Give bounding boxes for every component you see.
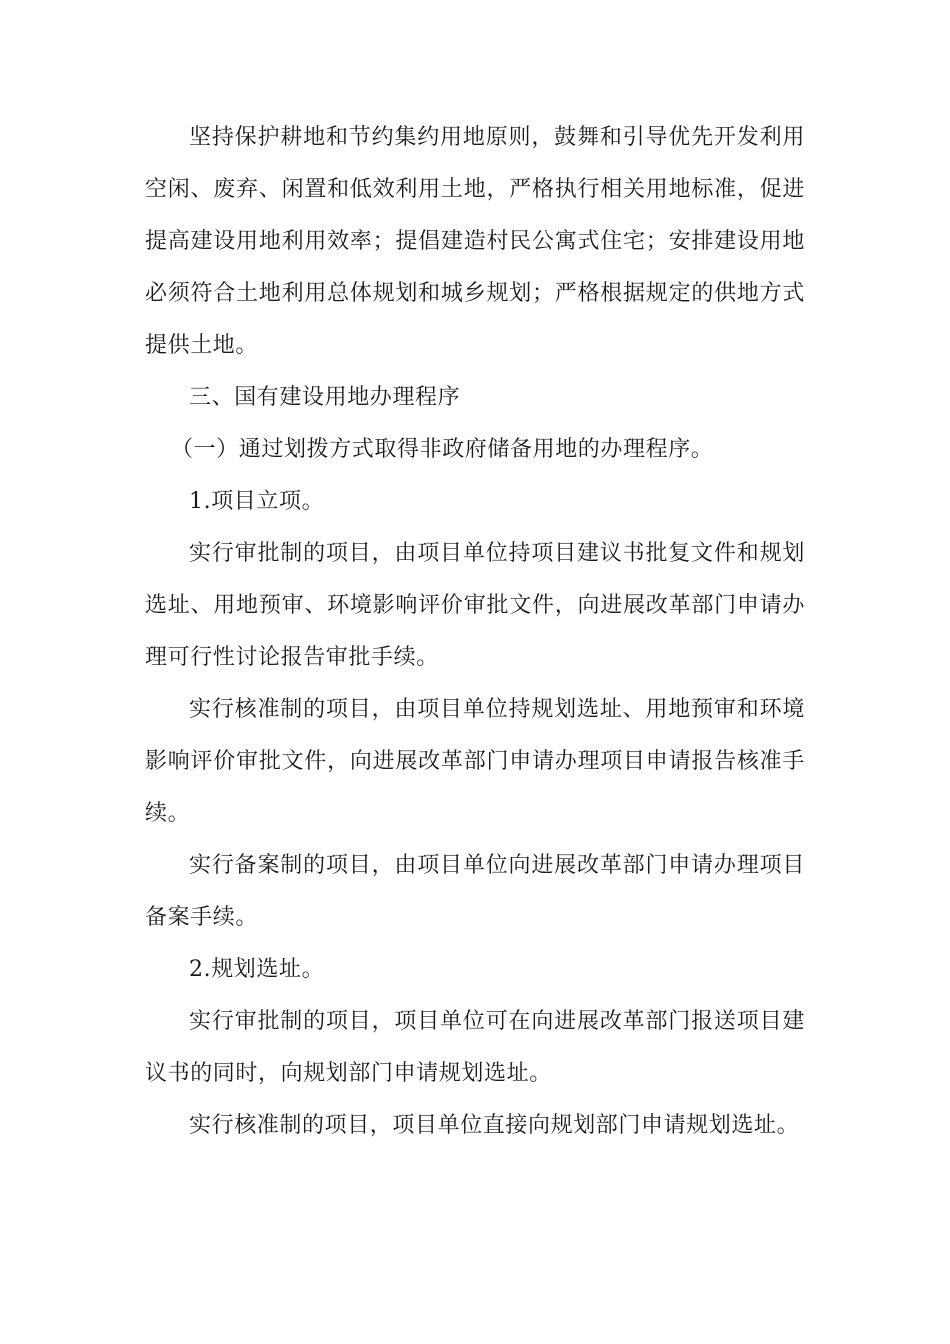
paragraph-approval-site-selection: 实行审批制的项目，项目单位可在向进展改革部门报送项目建议书的同时，向规划部门申请规划选址。 <box>145 1009 805 1086</box>
subsection-heading-1: （一）通过划拨方式取得非政府储备用地的办理程序。 <box>171 437 714 462</box>
paragraph-verification-projects: 实行核准制的项目，由项目单位持规划选址、用地预审和环境影响评价审批文件，向进展改革部门申请办理项目申请报告核准手续。 <box>145 697 805 826</box>
paragraph-verification-site-selection: 实行核准制的项目，项目单位直接向规划部门申请规划选址。 <box>189 1113 800 1138</box>
document-body <box>145 112 805 1152</box>
section-heading-3: 三、国有建设用地办理程序 <box>189 385 461 410</box>
paragraph-filing-projects: 实行备案制的项目，由项目单位向进展改革部门申请办理项目备案手续。 <box>145 853 805 930</box>
paragraph-approval-projects: 实行审批制的项目，由项目单位持项目建议书批复文件和规划选址、用地预审、环境影响评价审批文件，向进展改革部门申请办理可行性讨论报告审批手续。 <box>145 541 805 670</box>
step-heading-2: 2.规划选址。 <box>189 957 325 982</box>
step-heading-1: 1.项目立项。 <box>189 489 325 514</box>
paragraph-land-principles: 坚持保护耕地和节约集约用地原则，鼓舞和引导优先开发利用空闲、废弃、闲置和低效利用土地，严格执行相关用地标准，促进提高建设用地利用效率；提倡建造村民公寓式住宅；安排建设用地必须符合土地利用总体规划和城乡规划；严格根据规定的供地方式提供土地。 <box>145 125 805 358</box>
